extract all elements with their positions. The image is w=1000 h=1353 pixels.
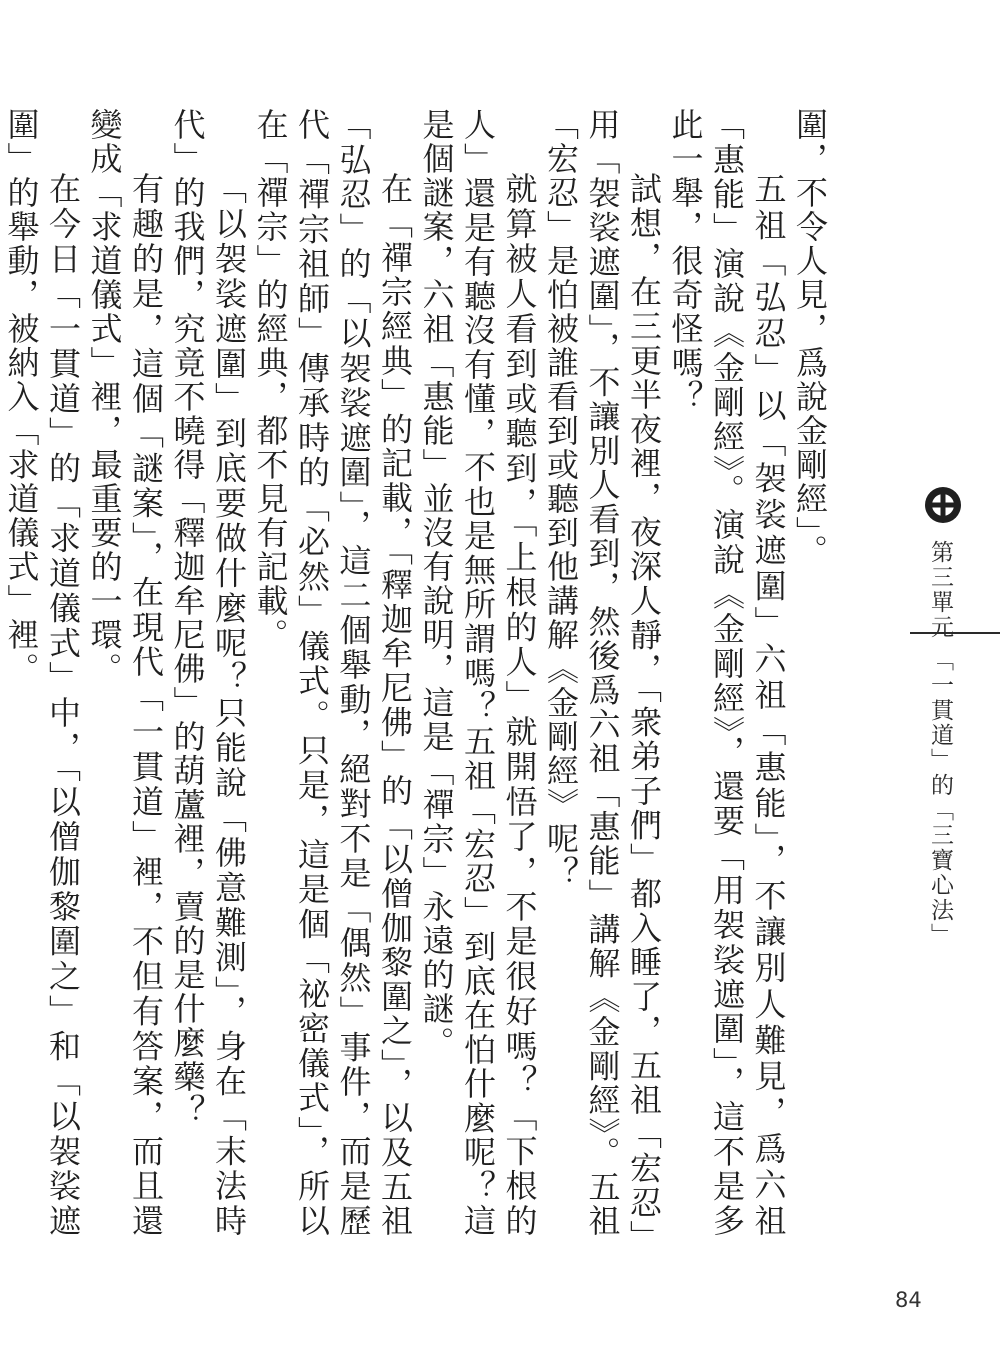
paragraph: 五祖「弘忍」以「袈裟遮圍」六祖「惠能」，不讓別人難見，爲六祖「惠能」演說《金剛經》。演說《金剛經》，還要「用袈裟遮圍」，這不是多此一舉，很奇怪嗎？ [666, 108, 788, 1238]
paragraph: 在今日「一貫道」的「求道儀式」中，「以僧伽黎圍之」和「以袈裟遮圍」的舉動，被納入「求道儀式」裡。 [2, 108, 82, 1238]
paragraph: 試想，在三更半夜裡，夜深人靜，「衆弟子們」都入睡了，五祖「宏忍」用「袈裟遮圍」，不讓別人看到，然後爲六祖「惠能」講解《金剛經》。五祖「宏忍」是怕被誰看到或聽到他講解《金剛經》呢？ [542, 108, 663, 1238]
unit-title: 「一貫道」的「三寶心法」 [927, 648, 953, 948]
paragraph: 在「禪宗經典」的記載，「釋迦牟尼佛」的「以僧伽黎圍之」，以及五祖「弘忍」的「以袈裟遮圍」，這二個舉動，絕對不是「偶然」事件，而是歷代「禪宗祖師」傳承時的「必然」儀式。只是，這是個「祕密儀式」，所以在「禪宗」的經典，都不見有記載。 [251, 108, 414, 1238]
unit-label: 第三單元 [927, 540, 953, 640]
yiguandao-emblem-icon [923, 485, 963, 525]
body-text [2, 108, 830, 1238]
paragraph: 「以袈裟遮圍」到底要做什麼呢？只能說「佛意難測」，身在「末法時代」的我們，究竟不曉得「釋迦牟尼佛」的葫蘆裡，賣的是什麼藥？ [168, 108, 248, 1238]
paragraph: 有趣的是，這個「謎案」，在現代「一貫道」裡，不但有答案，而且還變成「求道儀式」裡，最重要的一環。 [85, 108, 165, 1238]
paragraph: 就算被人看到或聽到，「上根的人」就開悟了，不是很好嗎？「下根的人」還是有聽沒有懂，不也是無所謂嗎？五祖「宏忍」到底在怕什麼呢？這是個謎案，六祖「惠能」並沒有說明，這是「禪宗」永遠的謎。 [417, 108, 539, 1238]
header-divider [910, 632, 1000, 634]
paragraph: 圍，不令人見，爲說金剛經」。 [791, 108, 829, 568]
page-number: 84 [895, 1288, 922, 1312]
